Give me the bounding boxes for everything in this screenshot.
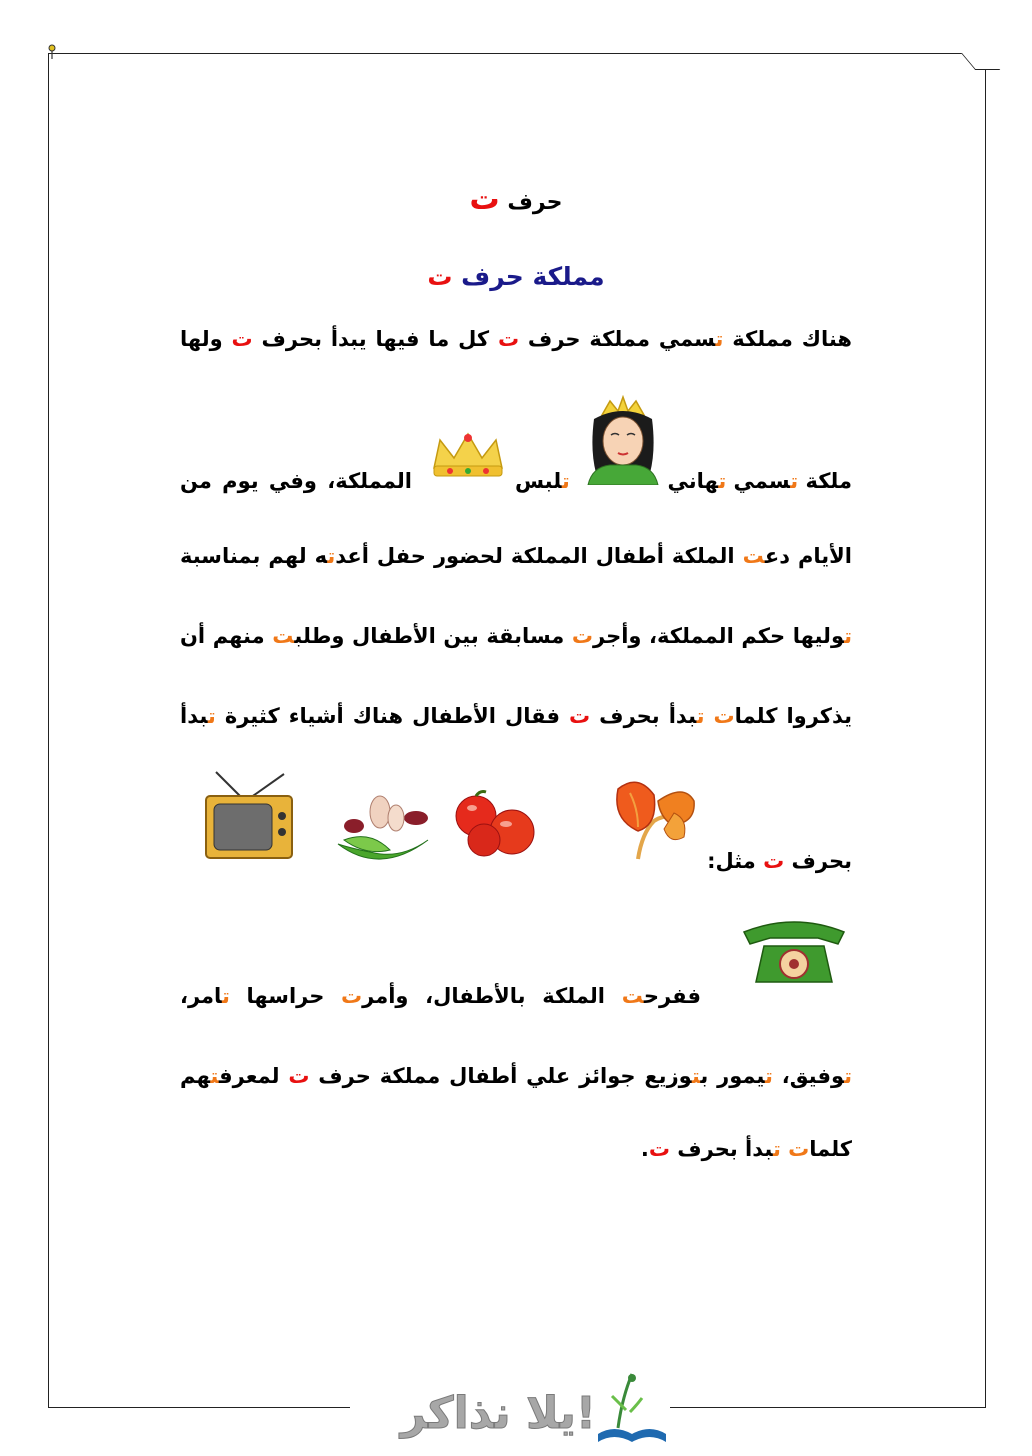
story-line-2-start xyxy=(667,466,852,496)
text-run: كل ما فيها يبدأ بحرف xyxy=(252,327,498,351)
highlight-letter: ت xyxy=(718,469,727,493)
highlight-letter: ت xyxy=(844,1064,852,1088)
highlight-letter: ت xyxy=(713,704,735,728)
story-line-8 xyxy=(180,1061,852,1091)
highlight-letter: ت xyxy=(788,1137,810,1161)
text-run: ه لهم بمناسبة xyxy=(180,544,328,568)
story-line-3 xyxy=(180,541,852,571)
text-run: ملكة xyxy=(798,469,852,493)
text-run: هاني xyxy=(667,469,719,493)
story-line-5 xyxy=(180,701,852,731)
television-icon xyxy=(202,770,296,862)
highlight-letter: ت xyxy=(327,544,336,568)
queen-icon xyxy=(580,395,666,485)
highlight-letter: ت xyxy=(272,624,295,648)
highlight-letter: ت xyxy=(221,984,230,1008)
highlight-letter: ت xyxy=(763,849,785,873)
text-run: فقال الأطفال هناك أشياء كثيرة xyxy=(215,704,570,728)
highlight-letter: ت xyxy=(561,469,570,493)
text-run: ولها xyxy=(180,327,232,351)
highlight-letter: ت xyxy=(341,984,363,1008)
text-run: سمي مملكة حرف xyxy=(519,327,716,351)
text-run: كلما xyxy=(809,1137,852,1161)
highlight-letter: ت xyxy=(207,704,216,728)
story-title-letter: ت xyxy=(427,262,453,291)
dates-icon xyxy=(330,790,436,870)
text-run: الملكة بالأطفال، وأمر xyxy=(362,984,622,1008)
highlight-letter: ت xyxy=(742,544,765,568)
highlight-letter: ت xyxy=(210,1064,219,1088)
text-run: مثل: xyxy=(707,849,764,873)
story-title-word2: حرف xyxy=(461,262,524,291)
text-run xyxy=(705,704,714,728)
highlight-letter: ت xyxy=(231,327,253,351)
crown-icon xyxy=(430,428,506,480)
text-run: سمي xyxy=(726,469,791,493)
text-run: بدأ xyxy=(180,704,208,728)
highlight-letter: ت xyxy=(621,984,644,1008)
tulip-icon xyxy=(608,773,700,861)
highlight-letter: ت xyxy=(691,1064,701,1088)
text-run: هم xyxy=(180,1064,211,1088)
highlight-letter: ت xyxy=(648,1137,670,1161)
text-run: الملكة أطفال المملكة لحضور حفل أعد xyxy=(335,544,743,568)
text-run: بحرف xyxy=(784,849,852,873)
title-letter: ت xyxy=(469,182,500,217)
page-title xyxy=(180,182,852,218)
text-run: الأيام دع xyxy=(764,544,852,568)
text-run: المملكة، وفي يوم من xyxy=(180,469,412,493)
text-run: وليها حكم المملكة، وأجر xyxy=(593,624,845,648)
highlight-letter: ت xyxy=(497,327,520,351)
text-run: يذكروا كلما xyxy=(734,704,852,728)
text-run: هناك مملكة xyxy=(723,327,852,351)
highlight-letter: ت xyxy=(765,1064,773,1088)
text-run: لبس xyxy=(515,469,562,493)
story-line-4 xyxy=(180,621,852,651)
story-line-1 xyxy=(180,324,852,354)
text-run: وفيق، xyxy=(772,1064,845,1088)
highlight-letter: ت xyxy=(571,624,593,648)
highlight-letter: ت xyxy=(715,327,724,351)
highlight-letter: ت xyxy=(772,1137,781,1161)
highlight-letter: ت xyxy=(790,469,799,493)
story-line-6 xyxy=(707,846,852,876)
story-line-7 xyxy=(180,981,701,1011)
apples-icon xyxy=(450,788,544,860)
telephone-icon xyxy=(738,916,850,986)
highlight-letter: ت xyxy=(696,704,705,728)
text-run: يمور ب xyxy=(700,1064,766,1088)
text-run: وزيع جوائز علي أطفال مملكة حرف xyxy=(309,1064,692,1088)
story-line-2-middle xyxy=(515,466,570,496)
text-run: بدأ بحرف xyxy=(590,704,697,728)
story-line-2-end xyxy=(180,466,412,496)
pin-icon xyxy=(47,44,57,60)
text-run: . xyxy=(640,1137,649,1161)
highlight-letter: ت xyxy=(844,624,852,648)
text-run: مسابقة بين الأطفال وطلب xyxy=(294,624,572,648)
logo-text: يلا نذاكر! xyxy=(400,1388,596,1439)
story-title xyxy=(180,262,852,292)
title-word: حرف xyxy=(507,190,563,215)
text-run: لمعرف xyxy=(218,1064,289,1088)
text-run: حراسها xyxy=(229,984,342,1008)
story-title-word1: مملكة xyxy=(532,262,605,291)
text-run: بدأ بحرف xyxy=(669,1137,773,1161)
story-line-9 xyxy=(641,1134,852,1164)
text-run: ففرح xyxy=(643,984,701,1008)
text-run: منهم أن xyxy=(180,624,273,648)
highlight-letter: ت xyxy=(569,704,591,728)
highlight-letter: ت xyxy=(288,1064,310,1088)
text-run: امر، xyxy=(180,984,222,1008)
site-logo xyxy=(350,1368,670,1448)
